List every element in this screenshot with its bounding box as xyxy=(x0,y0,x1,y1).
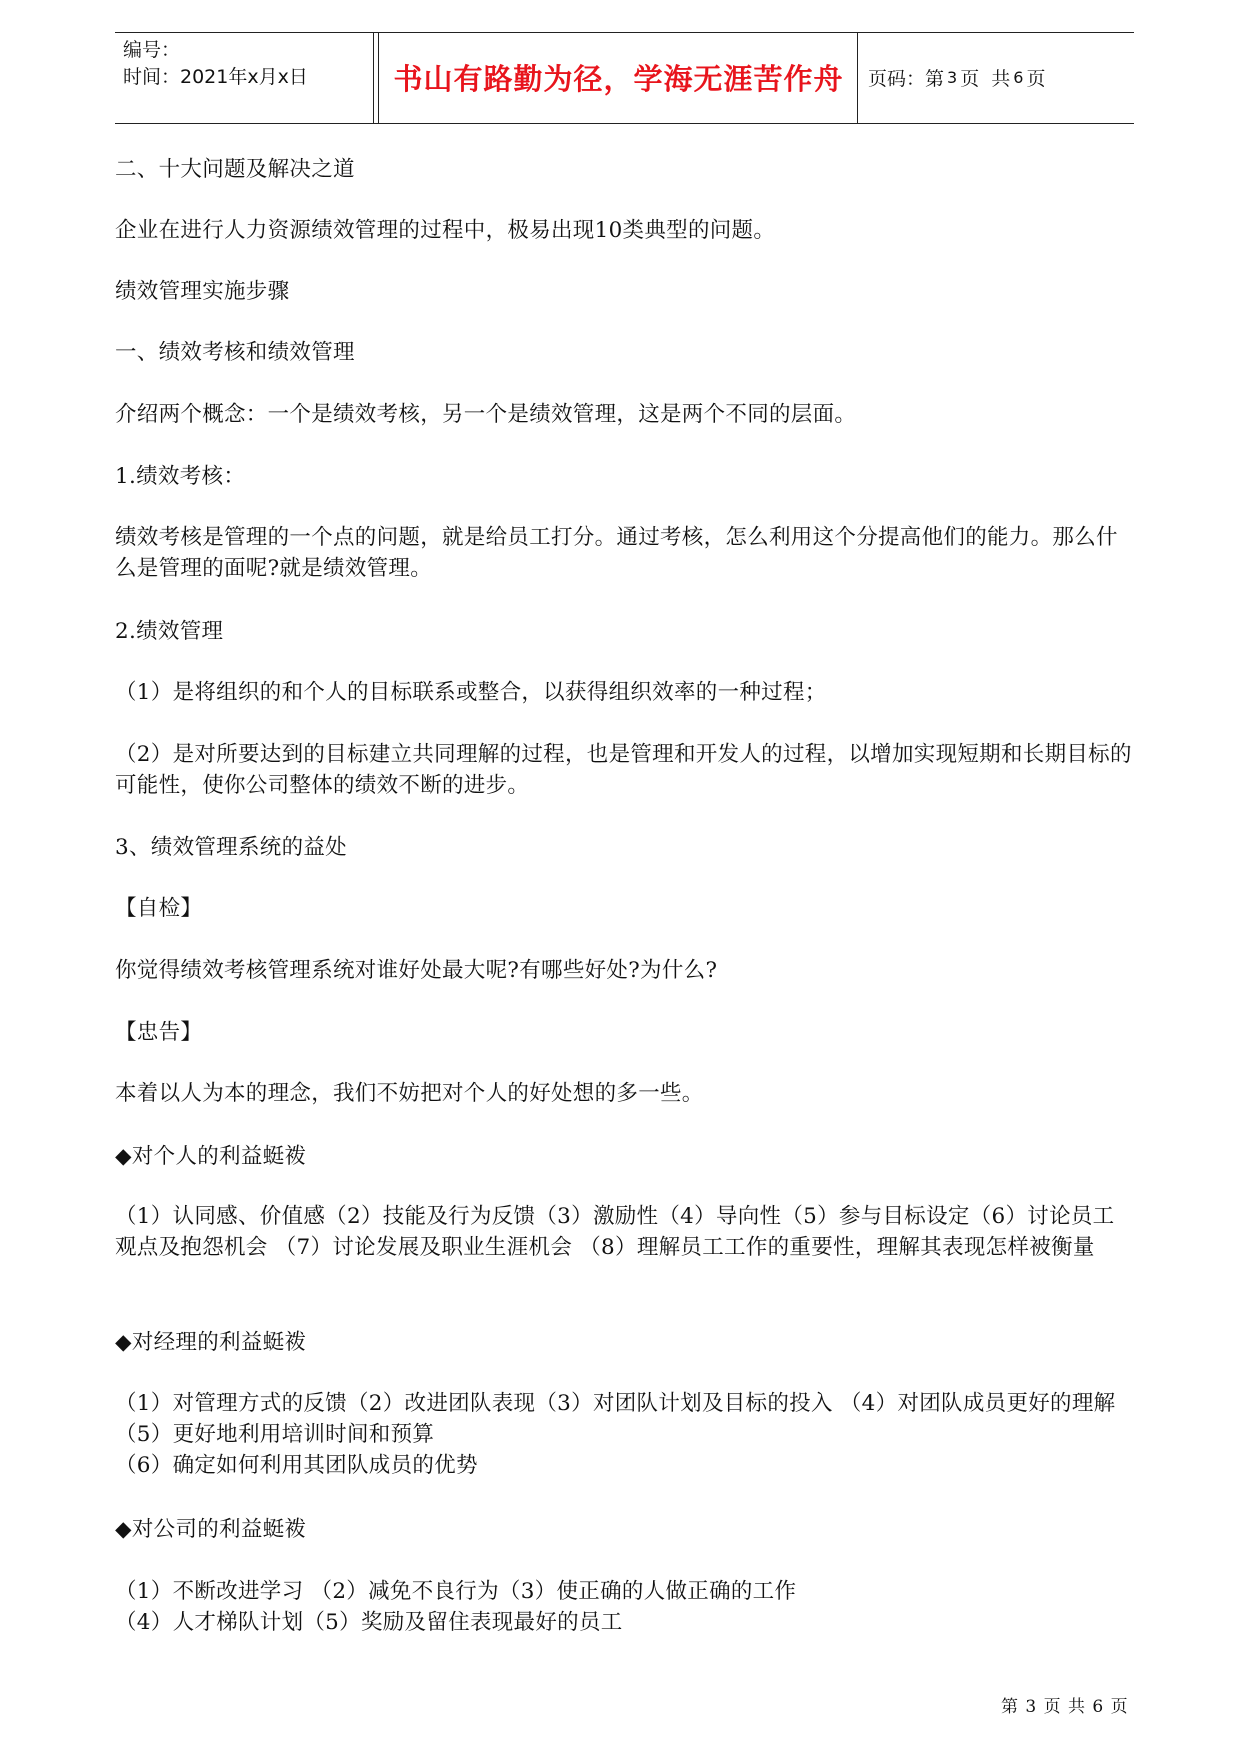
subheading: 2.绩效管理 xyxy=(115,619,224,644)
document-header xyxy=(115,32,1134,124)
page-mid: 页 共 xyxy=(960,68,1011,90)
bullet-heading: ◆对公司的利益蜓袯 xyxy=(115,1517,307,1542)
section-heading: 二、十大问题及解决之道 xyxy=(115,157,355,182)
page-current: 3 xyxy=(947,68,958,87)
callout-label: 【自检】 xyxy=(115,896,203,921)
header-meta xyxy=(123,37,373,91)
page-total: 6 xyxy=(1013,68,1024,87)
section-heading: 一、绩效考核和绩效管理 xyxy=(115,340,355,365)
header-divider xyxy=(857,33,858,123)
serial-label: 编号： xyxy=(123,39,181,61)
subheading: 3、绩效管理系统的益处 xyxy=(115,835,347,860)
callout-label: 【忠告】 xyxy=(115,1020,203,1045)
paragraph: （1）不断改进学习 （2）减免不良行为（3）使正确的人做正确的工作 （4）人才梯队计划（5）奖励及留住表现最好的员工 xyxy=(115,1579,797,1635)
section-heading: 绩效管理实施步骤 xyxy=(115,279,290,304)
paragraph: （1）认同感、价值感（2）技能及行为反馈（3）激励性（4）导向性（5）参与目标设定（6）讨论员工观点及抱怨机会 （7）讨论发展及职业生涯机会 （8）理解员工工作的重要性，理解其表现怎样被衡量 xyxy=(115,1204,1115,1260)
page-prefix: 页码：第 xyxy=(868,68,945,90)
header-divider xyxy=(378,33,379,123)
list-item: （1）是将组织的和个人的目标联系或整合，以获得组织效率的一种过程； xyxy=(115,680,827,705)
header-page-number xyxy=(868,33,1046,122)
page-suffix: 页 xyxy=(1026,68,1046,90)
paragraph: 介绍两个概念：一个是绩效考核，另一个是绩效管理，这是两个不同的层面。 xyxy=(115,402,857,427)
paragraph: 本着以人为本的理念，我们不妨把对个人的好处想的多一些。 xyxy=(115,1081,704,1106)
list-item: （2）是对所要达到的目标建立共同理解的过程，也是管理和开发人的过程，以增加实现短期和长期目标的可能性，使你公司整体的绩效不断的进步。 xyxy=(115,742,1132,798)
header-divider xyxy=(373,33,374,123)
time-label: 时间：2021年x月x日 xyxy=(123,66,308,88)
bullet-heading: ◆对经理的利益蜓袯 xyxy=(115,1330,307,1355)
paragraph: 企业在进行人力资源绩效管理的过程中，极易出现10类典型的问题。 xyxy=(115,218,776,243)
paragraph: 你觉得绩效考核管理系统对谁好处最大呢?有哪些好处?为什么? xyxy=(115,958,718,983)
paragraph: （1）对管理方式的反馈（2）改进团队表现（3）对团队计划及目标的投入 （4）对团队成员更好的理解 （5）更好地利用培训时间和预算 （6）确定如何利用其团队成员的优势 xyxy=(115,1391,1116,1478)
paragraph: 绩效考核是管理的一个点的问题，就是给员工打分。通过考核，怎么利用这个分提高他们的能力。那么什么是管理的面呢?就是绩效管理。 xyxy=(115,525,1118,581)
header-motto: 书山有路勤为径，学海无涯苦作舟 xyxy=(393,62,844,96)
page-footer: 第 3 页 共 6 页 xyxy=(1001,1697,1129,1717)
bullet-heading: ◆对个人的利益蜓袯 xyxy=(115,1144,307,1169)
subheading: 1.绩效考核： xyxy=(115,464,246,489)
